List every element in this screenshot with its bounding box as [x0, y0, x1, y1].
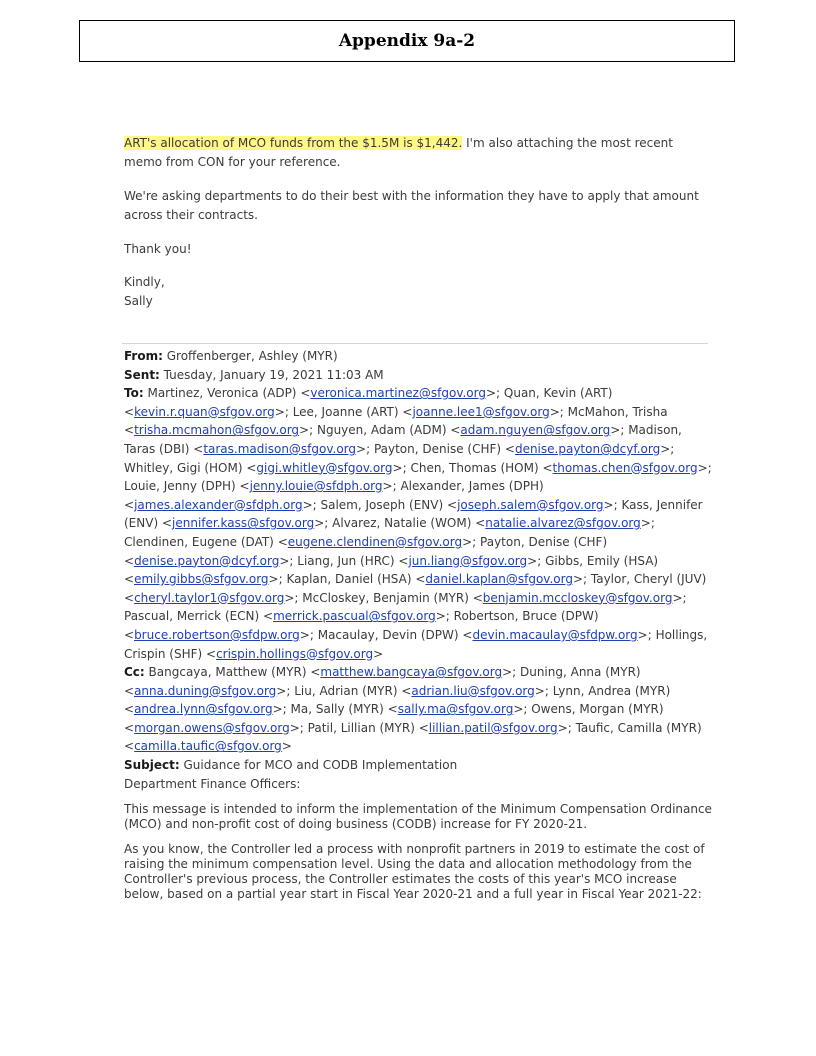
recipient-name: Owens, Morgan (MYR) [531, 702, 664, 717]
recipient-name: Madison, Taras (DBI) [124, 423, 682, 456]
recipient-email-link[interactable]: matthew.bangcaya@sfgov.org [320, 665, 503, 680]
recipient-email-link[interactable]: devin.macaulay@sfdpw.org [472, 627, 638, 642]
recipient-email-link[interactable]: bruce.robertson@sfdpw.org [134, 627, 300, 642]
closing-line: Kindly, [124, 275, 165, 289]
recipient-email-link[interactable]: anna.duning@sfgov.org [134, 683, 277, 698]
recipient-name: Kaplan, Daniel (HSA) [286, 572, 412, 587]
recipient-email-link[interactable]: denise.payton@dcyf.org [134, 553, 280, 568]
forwarded-email-header [124, 347, 714, 775]
memo-salutation: Department Finance Officers: [124, 777, 301, 791]
recipient-name: Liu, Adrian (MYR) [294, 683, 398, 698]
recipient-email-link[interactable]: lillian.patil@sfgov.org [428, 720, 558, 735]
recipient-name: Patil, Lillian (MYR) [307, 720, 415, 735]
recipient-name: Alvarez, Natalie (WOM) [332, 516, 472, 531]
recipient-name: Gibbs, Emily (HSA) [545, 553, 659, 568]
recipient-name: Lynn, Andrea (MYR) [552, 683, 671, 698]
recipient-name: Louie, Jenny (DPH) [124, 479, 236, 494]
recipient-email-link[interactable]: trisha.mcmahon@sfgov.org [134, 423, 300, 438]
memo-body [124, 777, 714, 902]
allocation-paragraph: ART's allocation of MCO funds from the $1.5M is $1,442. I'm also attaching the most recent memo from CON for your reference. [124, 136, 673, 169]
recipient-name: Liang, Jun (HRC) [297, 553, 395, 568]
recipient-email-link[interactable]: veronica.martinez@sfgov.org [310, 386, 486, 401]
sent-line: Sent: Tuesday, January 19, 2021 11:03 AM [124, 367, 384, 382]
memo-paragraph-1: This message is intended to inform the implementation of the Minimum Compensation Ordinance (MCO) and non-profit cost of doing business (CODB) increase for FY 2020-21. [124, 802, 712, 831]
recipient-name: Hollings, Crispin (SHF) [124, 627, 708, 661]
recipient-email-link[interactable]: thomas.chen@sfgov.org [552, 460, 698, 475]
recipient-name: Pascual, Merrick (ECN) [124, 609, 260, 624]
recipient-email-link[interactable]: benjamin.mccloskey@sfgov.org [482, 590, 673, 605]
recipient-email-link[interactable]: kevin.r.quan@sfgov.org [134, 404, 275, 419]
recipient-name: Chen, Thomas (HOM) [410, 460, 539, 475]
recipient-email-link[interactable]: natalie.alvarez@sfgov.org [485, 516, 641, 531]
recipient-email-link[interactable]: joanne.lee1@sfgov.org [412, 404, 550, 419]
appendix-header-box [79, 20, 735, 62]
recipient-email-link[interactable]: adam.nguyen@sfgov.org [460, 423, 611, 438]
cc-line: Cc: Bangcaya, Matthew (MYR) <matthew.bangcaya@sfgov.org>; Duning, Anna (MYR) <anna.duning@sfgov.org>; Liu, Adrian (MYR) <adrian.liu@sfgov.org>; Lynn, Andrea (MYR) <andrea.lynn@sfgov.org>; Ma, Sally (MYR) <sally.ma@sfgov.org>; Owens, Morgan (MYR) <morgan.owens@sfgov.org>; Patil, Lillian (MYR) <lillian.patil@sfgov.org>; Taufic, Camilla (MYR) <camilla.taufic@sfgov.org> [124, 665, 702, 754]
recipient-name: Lee, Joanne (ART) [292, 404, 399, 419]
recipient-email-link[interactable]: merrick.pascual@sfgov.org [273, 609, 436, 624]
recipient-email-link[interactable]: jun.liang@sfgov.org [408, 553, 528, 568]
recipient-name: Kass, Jennifer (ENV) [124, 497, 703, 531]
recipient-name: Nguyen, Adam (ADM) [316, 423, 447, 438]
to-line: To: Martinez, Veronica (ADP) <veronica.martinez@sfgov.org>; Quan, Kevin (ART) <kevin.r.quan@sfgov.org>; Lee, Joanne (ART) <joanne.lee1@sfgov.org>; McMahon, Trisha <trisha.mcmahon@sfgov.org>; Nguyen, Adam (ADM) <adam.nguyen@sfgov.org>; Madison, Taras (DBI) <taras.madison@sfgov.org>; Payton, Denise (CHF) <denise.payton@dcyf.org>; Whitley, Gigi (HOM) <gigi.whitley@sfgov.org>; Chen, Thomas (HOM) <thomas.chen@sfgov.org>; Louie, Jenny (DPH) <jenny.louie@sfdph.org>; Alexander, James (DPH) <james.alexander@sfdph.org>; Salem, Joseph (ENV) <joseph.salem@sfgov.org>; Kass, Jennifer (ENV) <jennifer.kass@sfgov.org>; Alvarez, Natalie (WOM) <natalie.alvarez@sfgov.org>; Clendinen, Eugene (DAT) <eugene.clendinen@sfgov.org>; Payton, Denise (CHF) <denise.payton@dcyf.org>; Liang, Jun (HRC) <jun.liang@sfgov.org>; Gibbs, Emily (HSA) <emily.gibbs@sfgov.org>; Kaplan, Daniel (HSA) <daniel.kaplan@sfgov.org>; Taylor, Cheryl (JUV) <cheryl.taylor1@sfgov.org>; McCloskey, Benjamin (MYR) <benjamin.mccloskey@sfgov.org>; Pascual, Merrick (ECN) <merrick.pascual@sfgov.org>; Robertson, Bruce (DPW) <bruce.robertson@sfdpw.org>; Macaulay, Devin (DPW) <devin.macaulay@sfdpw.org>; Hollings, Crispin (SHF) <crispin.hollings@sfgov.org> [124, 386, 712, 661]
email-divider [122, 343, 708, 344]
thanks-line: Thank you! [124, 242, 192, 256]
recipient-name: Payton, Denise (CHF) [373, 441, 502, 456]
memo-paragraph-2: As you know, the Controller led a process with nonprofit partners in 2019 to estimate the cost of raising the minimum compensation level. Using the data and allocation methodology from the Controller's previous process, the Controller estimates the costs of this year's MCO increase below, based on a partial year start in Fiscal Year 2020-21 and a full year in Fiscal Year 2021-22: [124, 842, 705, 901]
recipient-email-link[interactable]: sally.ma@sfgov.org [397, 702, 514, 717]
recipient-name: Alexander, James (DPH) [400, 479, 544, 494]
recipient-email-link[interactable]: daniel.kaplan@sfgov.org [425, 572, 573, 587]
recipient-name: Bangcaya, Matthew (MYR) [148, 665, 307, 680]
signature: Sally [124, 294, 153, 308]
recipient-name: McCloskey, Benjamin (MYR) [302, 590, 469, 605]
recipient-email-link[interactable]: morgan.owens@sfgov.org [134, 720, 290, 735]
recipient-name: Ma, Sally (MYR) [290, 702, 384, 717]
email-reply-body [124, 134, 714, 311]
recipient-name: Payton, Denise (CHF) [480, 534, 608, 549]
highlighted-allocation: ART's allocation of MCO funds from the $1.5M is $1,442. [124, 136, 463, 150]
recipient-email-link[interactable]: adrian.liu@sfgov.org [411, 683, 535, 698]
recipient-name: Salem, Joseph (ENV) [320, 497, 444, 512]
recipient-name: Clendinen, Eugene (DAT) [124, 534, 274, 549]
recipient-email-link[interactable]: emily.gibbs@sfgov.org [134, 572, 269, 587]
recipient-email-link[interactable]: james.alexander@sfdph.org [134, 497, 303, 512]
recipient-name: Taylor, Cheryl (JUV) [590, 572, 707, 587]
recipient-email-link[interactable]: camilla.taufic@sfgov.org [134, 739, 282, 754]
recipient-email-link[interactable]: taras.madison@sfgov.org [203, 441, 357, 456]
recipient-email-link[interactable]: jennifer.kass@sfgov.org [172, 516, 315, 531]
recipient-email-link[interactable]: cheryl.taylor1@sfgov.org [134, 590, 285, 605]
subject-line: Subject: Guidance for MCO and CODB Implementation [124, 758, 458, 773]
request-paragraph: We're asking departments to do their best with the information they have to apply that amount across their contracts. [124, 189, 699, 222]
recipient-email-link[interactable]: crispin.hollings@sfgov.org [216, 646, 374, 661]
recipient-name: Macaulay, Devin (DPW) [317, 627, 459, 642]
recipient-name: Duning, Anna (MYR) [519, 665, 641, 680]
recipient-email-link[interactable]: gigi.whitley@sfgov.org [256, 460, 393, 475]
recipient-email-link[interactable]: jenny.louie@sfdph.org [249, 479, 383, 494]
recipient-name: Quan, Kevin (ART) [503, 386, 613, 401]
recipient-name: Whitley, Gigi (HOM) [124, 460, 243, 475]
recipient-email-link[interactable]: joseph.salem@sfgov.org [457, 497, 604, 512]
recipient-email-link[interactable]: denise.payton@dcyf.org [514, 441, 661, 456]
recipient-email-link[interactable]: eugene.clendinen@sfgov.org [287, 534, 463, 549]
recipient-name: Martinez, Veronica (ADP) [147, 386, 297, 401]
appendix-title: Appendix 9a-2 [338, 31, 476, 51]
recipient-name: Robertson, Bruce (DPW) [453, 609, 599, 624]
recipient-email-link[interactable]: andrea.lynn@sfgov.org [134, 702, 273, 717]
recipient-name: Taufic, Camilla (MYR) [575, 720, 702, 735]
from-line: From: Groffenberger, Ashley (MYR) [124, 349, 338, 363]
recipient-name: McMahon, Trisha [567, 404, 668, 419]
